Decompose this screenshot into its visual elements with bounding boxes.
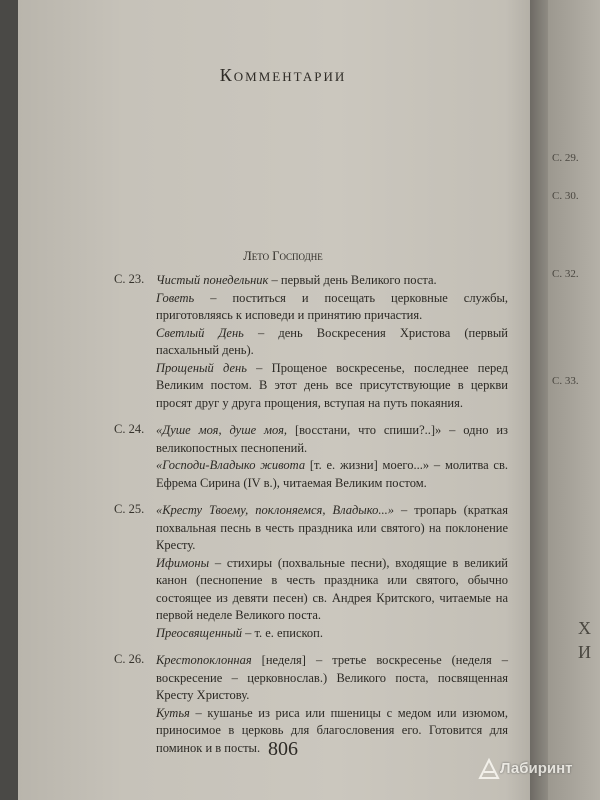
commentary-text: [неделя] – третье воскресенье (неделя – воскресение – церковнослав.) Великого поста, посвященная Кресту Христову. — [156, 653, 508, 702]
commentary-paragraph — [156, 422, 508, 457]
watermark-text: Лабиринт — [500, 760, 573, 777]
commentary-text: – т. е. епископ. — [241, 625, 324, 640]
section-subheading: Лето Господне — [243, 249, 323, 263]
commentary-term: Крестопоклонная — [156, 653, 252, 667]
commentary-term: Говеть — [156, 290, 195, 305]
commentary-text: – кушанье из риса или пшеницы с медом или изюмом, приносимое в церковь для благословения его. Готовится для поминок и в посты. — [156, 705, 508, 755]
page-number: 806 — [268, 738, 298, 760]
commentary-text: [т. е. жизни] моего...» – молитва св. Ефрема Сирина (IV в.), читаемая Великим постом. — [156, 458, 508, 490]
book-page — [18, 0, 548, 800]
commentary-paragraph — [156, 625, 508, 643]
facing-page-reference: С. 30. — [552, 190, 579, 202]
commentary-paragraph — [156, 457, 508, 492]
commentary-text: – Прощеное воскресенье, последнее перед Великим постом. В этот день все присутствующие в церкви просят друг у друга прощения, вступая на путь покаяния. — [156, 360, 509, 410]
commentary-text: – первый день Великого поста. — [268, 273, 437, 287]
commentary-entry — [18, 502, 548, 642]
commentary-paragraph — [156, 290, 508, 325]
page-heading: Комментарии — [219, 65, 347, 85]
commentary-entry — [18, 272, 548, 412]
commentary-paragraph — [156, 272, 508, 290]
commentary-paragraph — [156, 360, 508, 413]
facing-page — [548, 0, 600, 800]
commentary-term: Прощеный день — [156, 360, 247, 375]
commentary-entry — [18, 422, 548, 492]
facing-page-reference: С. 29. — [552, 152, 579, 164]
commentary-term: Ифимоны — [156, 555, 210, 570]
commentary-entries — [18, 272, 548, 767]
commentary-term: «Кресту Твоему, поклоняемся, Владыко...» — [156, 503, 395, 517]
commentary-text: – тропарь (краткая похвальная песнь в честь праздника или святого) на поклонение Кресту. — [156, 503, 508, 552]
page-reference: С. 24. — [114, 422, 145, 436]
commentary-paragraph — [156, 652, 508, 705]
commentary-term: Чистый понедельник — [156, 273, 269, 287]
commentary-term: Кутья — [156, 705, 190, 720]
commentary-text: [восстани, что спиши?..]» – одно из великопостных песнопений. — [156, 423, 508, 455]
facing-page-reference: С. 33. — [552, 375, 579, 387]
labirint-logo-icon — [478, 758, 500, 780]
page-reference: С. 23. — [114, 272, 145, 286]
commentary-term: Преосвященный — [156, 625, 242, 640]
commentary-term: «Душе моя, душе моя, — [156, 423, 288, 437]
commentary-text: – день Воскресения Христова (первый пасхальный день). — [156, 325, 509, 357]
page-reference: С. 26. — [114, 652, 145, 666]
page-reference: С. 25. — [114, 502, 145, 516]
commentary-text: – стихиры (похвальные песни), входящие в великий канон (песнопение в честь праздника или святого, обычно состоящее из девяти песен) св. Андрея Критского, читаемые на первой неделе Великого поста. — [156, 555, 508, 622]
facing-page-reference: С. 32. — [552, 268, 579, 280]
book-gutter — [530, 0, 548, 800]
commentary-term: Светлый День — [156, 325, 244, 340]
commentary-text: – поститься и посещать церковные службы, приготовляясь к исповеди и принятию причастия. — [156, 290, 508, 322]
commentary-paragraph — [156, 502, 508, 555]
commentary-term: «Господи-Владыко живота — [156, 458, 306, 472]
facing-page-letter: И — [578, 642, 591, 662]
commentary-paragraph — [156, 555, 508, 625]
commentary-paragraph — [156, 325, 508, 360]
facing-page-letter: Х — [578, 618, 591, 638]
